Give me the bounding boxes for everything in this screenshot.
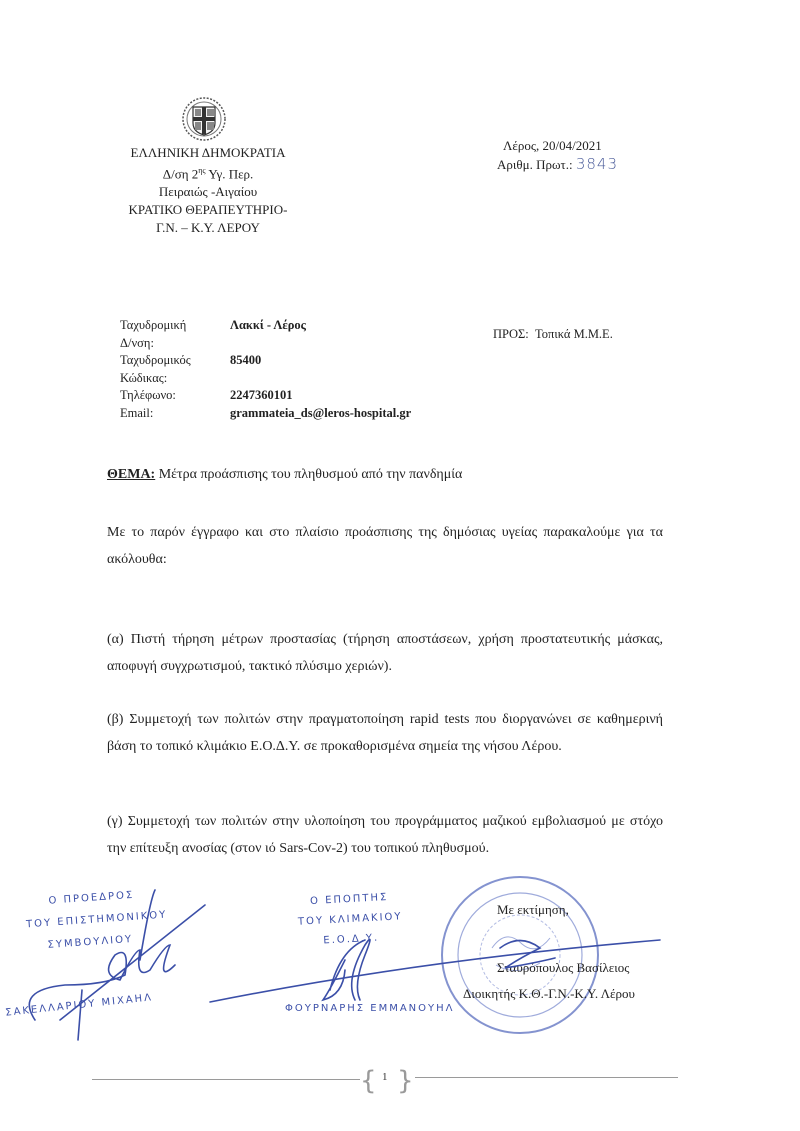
recipient-value: Τοπικά Μ.Μ.Ε. <box>535 327 613 341</box>
contact-details <box>120 317 411 422</box>
contact-row: Δ/νση: <box>120 335 154 350</box>
signature-left-name: ΣΑΚΕΛΛΑΡΙΟΥ ΜΙΧΑΗΛ <box>4 992 154 1019</box>
stamp-seal <box>442 877 598 1033</box>
contact-row: Ταχυδρομική Λακκί - Λέρος <box>120 318 306 332</box>
place-date: Λέρος, 20/04/2021 <box>503 138 602 153</box>
subject-label: ΘΕΜΑ: <box>107 467 156 482</box>
signature-left-title: Ο ΠΡΟΕΔΡΟΣ ΤΟΥ ΕΠΙΣΤΗΜΟΝΙΚΟΥ ΣΥΜΒΟΥΛΙΟΥ <box>25 889 168 951</box>
right-brace-icon: } <box>397 1066 414 1096</box>
contact-row: Ταχυδρομικός 85400 <box>120 353 262 367</box>
greek-coat-of-arms-icon <box>181 96 227 142</box>
protocol-number: 3843 <box>575 155 619 173</box>
left-brace-icon: { <box>360 1066 377 1096</box>
letterhead-directorate: Δ/ση $2^{\eta\varsigma}$ Υγ. Περ. <box>162 166 254 182</box>
page-number: 1 <box>382 1071 388 1083</box>
email-link[interactable]: grammateia_ds@leros-hospital.gr <box>230 405 412 420</box>
footer-rule-right <box>415 1077 678 1078</box>
body-item-b: (β) Συμμετοχή των πολιτών στην πραγματοποίηση rapid tests που διοργανώνει σε καθημερινή βάση το τοπικό κλιμάκιο Ε.Ο.Δ.Υ. σε προκαθορισμένα σημεία της νήσου Λέρου. <box>107 712 663 754</box>
sender-role: Διοικητής Κ.Θ.-Γ.Ν.-Κ.Υ. Λέρου <box>463 986 635 1001</box>
contact-row: Τηλέφωνο: 2247360101 <box>120 388 293 402</box>
letterhead <box>100 144 316 237</box>
recipient <box>493 327 613 342</box>
subject-text: Μέτρα προάσπισης του πληθυσμού από την πανδημία <box>155 467 463 482</box>
letterhead-region: Πειραιώς -Αιγαίου <box>158 184 258 200</box>
contact-row: Email: grammateia_ds@leros-hospital.gr <box>120 405 411 423</box>
protocol-line: Αριθμ. Πρωτ.: 3843 <box>497 155 619 173</box>
signature-middle-title: Ο ΕΠΟΠΤΗΣ ΤΟΥ ΚΛΙΜΑΚΙΟΥ Ε.Ο.Δ.Υ. <box>297 891 403 947</box>
date-protocol-block <box>497 137 618 174</box>
closing-salutation: Με εκτίμηση, <box>497 902 569 917</box>
contact-row: Κώδικας: <box>120 370 168 385</box>
signature-middle-name: ΦΟΥΡΝΑΡΗΣ ΕΜΜΑΝΟΥΗΛ <box>285 1003 455 1014</box>
letterhead-hospital: Γ.Ν. – Κ.Υ. ΛΕΡΟΥ <box>156 220 260 236</box>
body-item-a: (α) Πιστή τήρηση μέτρων προστασίας (τήρηση αποστάσεων, χρήση προστατευτικής μάσκας, αποφυγή συγχρωτισμού, τακτικό πλύσιμο χεριών). <box>107 632 663 674</box>
recipient-label: ΠΡΟΣ: <box>493 327 529 341</box>
footer-rule-left <box>92 1079 360 1080</box>
body-intro: Με το παρόν έγγραφο και στο πλαίσιο προάσπισης της δημόσιας υγείας παρακαλούμε για τα ακόλουθα: <box>107 525 663 567</box>
sender-name: Σταυρόπουλος Βασίλειος <box>497 960 630 975</box>
body-item-c: (γ) Συμμετοχή των πολιτών στην υλοποίηση του προγράμματος μαζικού εμβολιασμού με στόχο την επίτευξη ανοσίας (στον ιό Sars-Cov-2) του τοπικού πληθυσμού. <box>107 814 663 856</box>
letterhead-institution: ΚΡΑΤΙΚΟ ΘΕΡΑΠΕΥΤΗΡΙΟ- <box>128 202 288 218</box>
letterhead-country: ΕΛΛΗΝΙΚΗ ΔΗΜΟΚΡΑΤΙΑ <box>130 145 286 160</box>
subject-line <box>107 467 462 483</box>
